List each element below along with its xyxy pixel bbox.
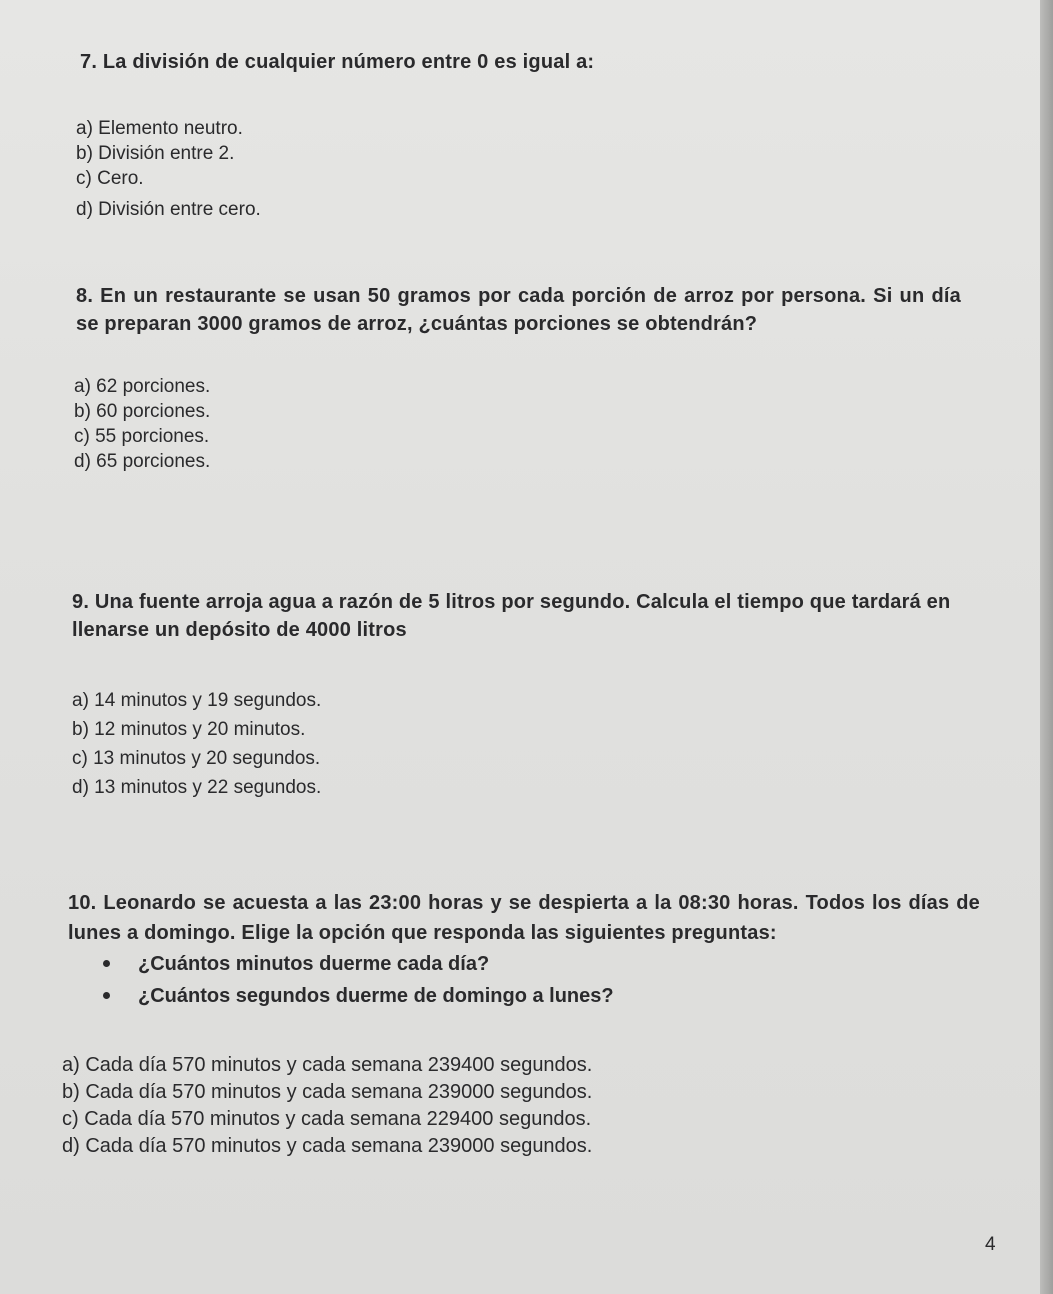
question-8 <box>0 282 1040 474</box>
page-edge <box>1040 0 1053 1294</box>
question-7-text: 7. La división de cualquier número entre 0 es igual a: <box>80 51 595 73</box>
question-9-option-d: d) 13 minutos y 22 segundos. <box>72 777 322 798</box>
question-7-option-a: a) Elemento neutro. <box>76 118 243 139</box>
question-10-bullet-2 <box>103 980 1040 1012</box>
question-9-option-b: b) 12 minutos y 20 minutos. <box>72 719 306 740</box>
question-8-options <box>74 374 1040 474</box>
question-10-bullets <box>103 948 1040 1012</box>
question-10-option-b: b) Cada día 570 minutos y cada semana 239000 segundos. <box>62 1081 593 1103</box>
question-7-option-d: d) División entre cero. <box>76 199 261 220</box>
question-8-option-a: a) 62 porciones. <box>74 376 211 397</box>
question-8-option-c: c) 55 porciones. <box>74 426 210 447</box>
question-9-option-c: c) 13 minutos y 20 segundos. <box>72 748 321 769</box>
question-7 <box>0 48 1040 222</box>
question-10-bullet-2-text: ¿Cuántos segundos duerme de domingo a lunes? <box>138 985 614 1007</box>
question-7-option-b: b) División entre 2. <box>76 143 235 164</box>
question-10-text: 10. Leonardo se acuesta a las 23:00 horas y se despierta a la 08:30 horas. Todos los días de lunes a domingo. Elige la opción que responda las siguientes preguntas: <box>68 892 980 944</box>
question-10-option-a: a) Cada día 570 minutos y cada semana 239400 segundos. <box>62 1054 593 1076</box>
question-10-bullet-1-text: ¿Cuántos minutos duerme cada día? <box>138 953 490 975</box>
question-10-option-c: c) Cada día 570 minutos y cada semana 229400 segundos. <box>62 1108 592 1130</box>
question-9-text: 9. Una fuente arroja agua a razón de 5 litros por segundo. Calcula el tiempo que tardará en llenarse un depósito de 4000 litros <box>72 591 951 641</box>
question-8-option-b: b) 60 porciones. <box>74 401 211 422</box>
question-10 <box>0 888 1040 1160</box>
question-10-options <box>62 1052 1040 1160</box>
question-9 <box>0 588 1040 800</box>
question-9-option-a: a) 14 minutos y 19 segundos. <box>72 690 322 711</box>
page-number: 4 <box>985 1234 996 1255</box>
bullet-dot-icon <box>103 992 110 999</box>
question-8-text: 8. En un restaurante se usan 50 gramos por cada porción de arroz por persona. Si un día se preparan 3000 gramos de arroz, ¿cuántas porciones se obtendrán? <box>76 285 961 335</box>
question-7-options <box>76 116 1040 222</box>
question-8-option-d: d) 65 porciones. <box>74 451 211 472</box>
question-9-options <box>72 688 1040 800</box>
question-7-option-c: c) Cero. <box>76 168 144 189</box>
bullet-dot-icon <box>103 960 110 967</box>
question-10-bullet-1 <box>103 948 1040 980</box>
question-10-option-d: d) Cada día 570 minutos y cada semana 239000 segundos. <box>62 1135 593 1157</box>
